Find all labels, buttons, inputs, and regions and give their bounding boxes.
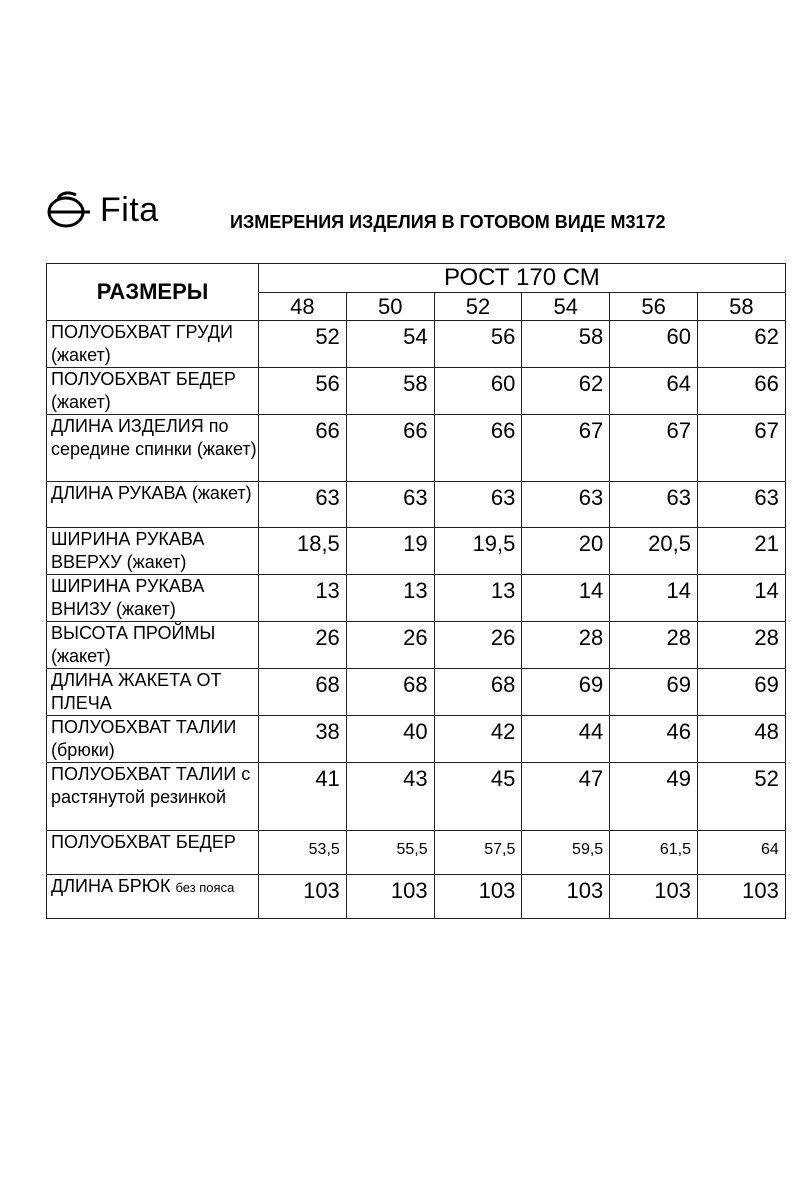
measurement-value: 68 — [259, 669, 347, 716]
measurement-value: 58 — [522, 321, 610, 368]
measurement-label-text: ПОЛУОБХВАТ БЕДЕР (жакет) — [51, 369, 236, 412]
measurement-label — [47, 831, 259, 875]
measurement-value: 14 — [697, 575, 785, 622]
size-column-header: 50 — [346, 293, 434, 321]
measurement-value: 20 — [522, 528, 610, 575]
measurement-value: 67 — [610, 415, 698, 482]
measurement-value: 21 — [697, 528, 785, 575]
measurement-value: 66 — [346, 415, 434, 482]
measurement-value: 68 — [434, 669, 522, 716]
measurement-value: 69 — [522, 669, 610, 716]
document-title: ИЗМЕРЕНИЯ ИЗДЕЛИЯ В ГОТОВОМ ВИДЕ М3172 — [230, 212, 666, 232]
measurement-value: 14 — [522, 575, 610, 622]
measurement-value: 62 — [522, 368, 610, 415]
measurement-label — [47, 482, 259, 528]
measurement-value: 63 — [346, 482, 434, 528]
measurement-value: 49 — [610, 763, 698, 831]
measurement-value: 28 — [610, 622, 698, 669]
table-row — [47, 831, 786, 875]
measurement-value: 44 — [522, 716, 610, 763]
measurement-value: 47 — [522, 763, 610, 831]
measurement-value: 63 — [697, 482, 785, 528]
table-row — [47, 528, 786, 575]
measurement-value: 63 — [434, 482, 522, 528]
measurement-value: 26 — [346, 622, 434, 669]
measurement-value: 103 — [697, 875, 785, 919]
measurement-label-text: ПОЛУОБХВАТ БЕДЕР — [51, 832, 236, 852]
measurement-value: 63 — [259, 482, 347, 528]
table-row — [47, 763, 786, 831]
measurement-value: 66 — [259, 415, 347, 482]
measurement-label — [47, 622, 259, 669]
table-row — [47, 669, 786, 716]
measurement-label-text: ПОЛУОБХВАТ ТАЛИИ с растянутой — [51, 764, 251, 807]
measurement-value: 60 — [434, 368, 522, 415]
size-column-header: 58 — [697, 293, 785, 321]
measurement-value: 57,5 — [434, 831, 522, 875]
measurement-value: 19 — [346, 528, 434, 575]
measurement-value: 58 — [346, 368, 434, 415]
table-row — [47, 875, 786, 919]
measurement-label-text: ДЛИНА ЖАКЕТА ОТ ПЛЕЧА — [51, 670, 222, 713]
brand-logo — [46, 190, 159, 230]
measurement-value: 67 — [522, 415, 610, 482]
measurement-value: 19,5 — [434, 528, 522, 575]
table-row — [47, 575, 786, 622]
measurement-label-text: ШИРИНА РУКАВА ВВЕРХУ (жакет) — [51, 529, 205, 572]
measurement-value: 53,5 — [259, 831, 347, 875]
measurement-value: 66 — [697, 368, 785, 415]
measurement-value: 26 — [434, 622, 522, 669]
measurement-value: 64 — [697, 831, 785, 875]
measurement-label — [47, 368, 259, 415]
measurement-value: 103 — [522, 875, 610, 919]
table-row — [47, 716, 786, 763]
measurement-label-text: ДЛИНА РУКАВА (жакет) — [51, 483, 252, 503]
measurement-value: 103 — [346, 875, 434, 919]
measurement-label-text: ВЫСОТА ПРОЙМЫ (жакет) — [51, 623, 216, 666]
table-row — [47, 415, 786, 482]
measurement-label-text: ДЛИНА БРЮК — [51, 876, 171, 896]
measurement-value: 63 — [522, 482, 610, 528]
measurement-value: 13 — [259, 575, 347, 622]
measurement-label — [47, 321, 259, 368]
measurement-label — [47, 875, 259, 919]
measurement-value: 67 — [697, 415, 785, 482]
measurement-value: 61,5 — [610, 831, 698, 875]
measurement-value: 68 — [346, 669, 434, 716]
measurement-value: 52 — [259, 321, 347, 368]
measurement-value: 54 — [346, 321, 434, 368]
measurement-value: 56 — [434, 321, 522, 368]
measurement-value: 42 — [434, 716, 522, 763]
measurement-value: 62 — [697, 321, 785, 368]
measurement-label-note: резинкой — [150, 787, 227, 807]
measurement-label-text: ПОЛУОБХВАТ ТАЛИИ (брюки) — [51, 717, 237, 760]
measurement-value: 26 — [259, 622, 347, 669]
measurement-value: 55,5 — [346, 831, 434, 875]
measurement-value: 46 — [610, 716, 698, 763]
measurement-value: 69 — [610, 669, 698, 716]
measurement-value: 60 — [610, 321, 698, 368]
measurement-value: 103 — [434, 875, 522, 919]
measurement-value: 40 — [346, 716, 434, 763]
measurement-label — [47, 669, 259, 716]
size-chart-table — [46, 263, 786, 919]
measurement-value: 45 — [434, 763, 522, 831]
measurement-label — [47, 763, 259, 831]
size-column-header: 52 — [434, 293, 522, 321]
measurement-value: 43 — [346, 763, 434, 831]
measurement-value: 103 — [259, 875, 347, 919]
size-column-header: 48 — [259, 293, 347, 321]
measurement-label — [47, 575, 259, 622]
table-row — [47, 368, 786, 415]
brand-name: Fita — [100, 191, 159, 229]
measurement-value: 13 — [434, 575, 522, 622]
measurement-label — [47, 528, 259, 575]
measurement-label-text: ДЛИНА ИЗДЕЛИЯ по середине спинки (жакет) — [51, 416, 257, 459]
measurement-value: 52 — [697, 763, 785, 831]
size-column-header: 56 — [610, 293, 698, 321]
table-row — [47, 622, 786, 669]
measurement-label — [47, 415, 259, 482]
measurement-value: 56 — [259, 368, 347, 415]
measurement-label-text: ПОЛУОБХВАТ ГРУДИ (жакет) — [51, 322, 233, 365]
measurement-value: 18,5 — [259, 528, 347, 575]
measurement-label-text: ШИРИНА РУКАВА ВНИЗУ (жакет) — [51, 576, 205, 619]
measurement-value: 41 — [259, 763, 347, 831]
table-row — [47, 321, 786, 368]
measurement-value: 103 — [610, 875, 698, 919]
measurement-value: 63 — [610, 482, 698, 528]
measurement-value: 66 — [434, 415, 522, 482]
size-column-header: 54 — [522, 293, 610, 321]
measurement-value: 38 — [259, 716, 347, 763]
table-row — [47, 482, 786, 528]
sizes-header: РАЗМЕРЫ — [47, 264, 259, 321]
measurement-value: 64 — [610, 368, 698, 415]
measurement-label — [47, 716, 259, 763]
measurement-value: 59,5 — [522, 831, 610, 875]
measurement-value: 13 — [346, 575, 434, 622]
measurement-value: 28 — [697, 622, 785, 669]
measurement-value: 69 — [697, 669, 785, 716]
measurement-value: 14 — [610, 575, 698, 622]
fita-logo-icon — [46, 190, 92, 230]
height-header: РОСТ 170 СМ — [259, 264, 786, 293]
measurement-value: 48 — [697, 716, 785, 763]
measurement-label-note: без пояса — [175, 880, 235, 895]
measurement-value: 28 — [522, 622, 610, 669]
measurement-value: 20,5 — [610, 528, 698, 575]
